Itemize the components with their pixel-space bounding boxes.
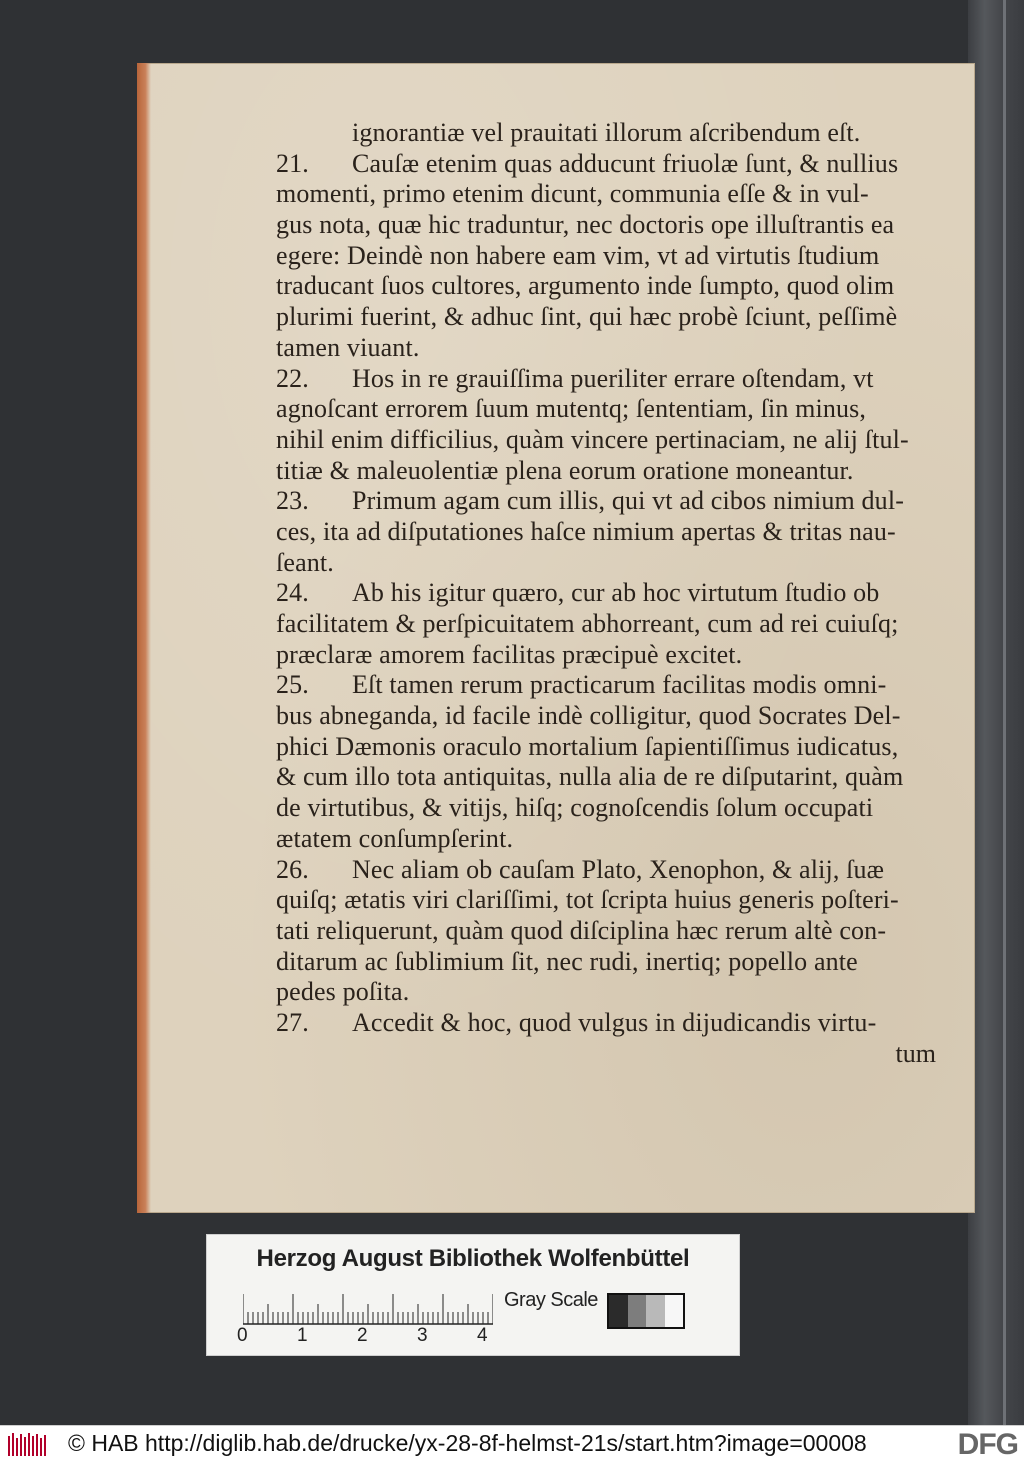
line-text: Hos in re grauiſſima pueriliter errare oſtendam, vt [352, 363, 874, 393]
line-text: Eſt tamen rerum practicarum facilitas modis omni- [352, 670, 887, 700]
ruler-scale [243, 1293, 493, 1325]
text-line [276, 609, 936, 640]
line-text: ſeant. [276, 547, 334, 577]
text-line [276, 793, 936, 824]
line-text: momenti, primo etenim dicunt, communia eſſe & in vul- [276, 179, 869, 209]
text-line [276, 762, 936, 793]
line-text: & cum illo tota antiquitas, nulla alia de re diſputarint, quàm [276, 762, 904, 792]
line-text: pedes poſita. [276, 977, 410, 1007]
paragraph-number: 27. [276, 1007, 309, 1037]
text-line [276, 118, 936, 149]
ruler-number: 3 [417, 1325, 428, 1346]
line-text: nihil enim difficilius, quàm vincere pertinaciam, ne alij ſtul- [276, 424, 909, 454]
text-line [276, 302, 936, 333]
line-text: titiæ & maleuolentiæ plena eorum oratione moneantur. [276, 455, 854, 485]
text-line [276, 670, 936, 701]
text-line [276, 548, 936, 579]
line-text: gus nota, quæ hic traduntur, nec doctoris ope illuſtrantis ea [276, 210, 895, 240]
line-text: phici Dæmonis oraculo mortalium ſapientiſſimus iudicatus, [276, 731, 899, 761]
text-line [276, 1008, 936, 1039]
text-line [276, 364, 936, 395]
text-line [276, 701, 936, 732]
gray-scale-label: Gray Scale [504, 1289, 598, 1311]
paragraph-number: 26. [276, 854, 309, 884]
text-line [276, 241, 936, 272]
line-text: facilitatem & perſpicuitatem abhorreant, cum ad rei cuiuſq; [276, 609, 899, 638]
line-text: tati reliquerunt, quàm quod diſciplina hæc rerum altè con- [276, 915, 887, 945]
paragraph-number: 24. [276, 578, 309, 608]
ruler-number: 0 [237, 1325, 248, 1346]
ruler-number: 2 [357, 1325, 368, 1346]
line-text: ætatem conſumpſerint. [276, 823, 514, 853]
gray-swatch-step [609, 1295, 628, 1327]
text-line [276, 578, 936, 609]
page-edge [137, 63, 151, 1213]
text-line [276, 271, 936, 302]
text-line [276, 824, 936, 855]
text-line [276, 517, 936, 548]
text-line [276, 732, 936, 763]
gray-swatch-step [646, 1295, 665, 1327]
line-text: agnoſcant errorem ſuum mutentq; ſententiam, ſin minus, [276, 394, 867, 424]
line-text: de virtutibus, & vitijs, hiſq; cognoſcendis ſolum occupati [276, 793, 874, 823]
text-line [276, 425, 936, 456]
catchword: tum [895, 1038, 936, 1068]
line-text: Ab his igitur quæro, cur ab hoc virtutum ſtudio ob [352, 578, 880, 608]
line-text: Accedit & hoc, quod vulgus in dijudicandis virtu- [352, 1007, 877, 1037]
line-text: quiſq; ætatis viri clariſſimi, tot ſcripta huius generis poſteri- [276, 885, 899, 915]
paragraph-number: 23. [276, 486, 309, 516]
text-line [276, 486, 936, 517]
library-title: Herzog August Bibliothek Wolfenbüttel [256, 1245, 690, 1272]
line-text: Nec aliam ob cauſam Plato, Xenophon, & alij, ſuæ [352, 854, 885, 884]
viewer-footer [0, 1425, 1024, 1464]
gray-swatch-step [628, 1295, 647, 1327]
text-line [276, 855, 936, 886]
line-text: traducant ſuos cultores, argumento inde ſumpto, quod olim [276, 271, 895, 301]
source-link[interactable]: © HAB http://diglib.hab.de/drucke/yx-28-8f-helmst-21s/start.htm?image=00008 [68, 1430, 867, 1456]
paragraph-number: 21. [276, 148, 309, 178]
text-line [276, 456, 936, 487]
ruler-number: 4 [477, 1325, 488, 1346]
page-text [276, 118, 936, 1069]
gray-swatch-step [665, 1295, 684, 1327]
line-text: ces, ita ad diſputationes haſce nimium apertas & tritas nau- [276, 516, 896, 546]
scale-card [206, 1234, 740, 1356]
line-text: ditarum ac ſublimium ſit, nec rudi, inertiq; popello ante [276, 946, 858, 976]
gray-scale-swatch [607, 1293, 685, 1329]
hab-logo-icon [6, 1432, 50, 1458]
text-line [276, 640, 936, 671]
ruler-number: 1 [297, 1325, 308, 1346]
text-line [276, 977, 936, 1008]
line-text: ignorantiæ vel prauitati illorum aſcribendum eſt. [352, 118, 861, 147]
text-line [276, 149, 936, 180]
text-line [276, 210, 936, 241]
line-text: bus abneganda, id facile indè colligitur, quod Socrates Del- [276, 701, 901, 731]
line-text: Primum agam cum illis, qui vt ad cibos nimium dul- [352, 486, 905, 516]
glass-edge [1003, 0, 1006, 1425]
line-text: plurimi fuerint, & adhuc ſint, qui hæc probè ſciunt, peſſimè [276, 302, 898, 332]
line-text: præclaræ amorem facilitas præcipuè excitet. [276, 639, 743, 669]
line-text: egere: Deindè non habere eam vim, vt ad virtutis ſtudium [276, 240, 880, 270]
paragraph-number: 25. [276, 670, 309, 700]
text-line [276, 394, 936, 425]
text-line [276, 916, 936, 947]
scanner-glass [968, 0, 1024, 1425]
line-text: tamen viuant. [276, 332, 420, 362]
text-line [276, 179, 936, 210]
text-line [276, 885, 936, 916]
text-line [276, 333, 936, 364]
line-text: Cauſæ etenim quas adducunt friuolæ ſunt, & nullius [352, 148, 899, 178]
text-line [276, 947, 936, 978]
paragraph-number: 22. [276, 363, 309, 393]
dfg-logo: DFG [957, 1428, 1018, 1461]
